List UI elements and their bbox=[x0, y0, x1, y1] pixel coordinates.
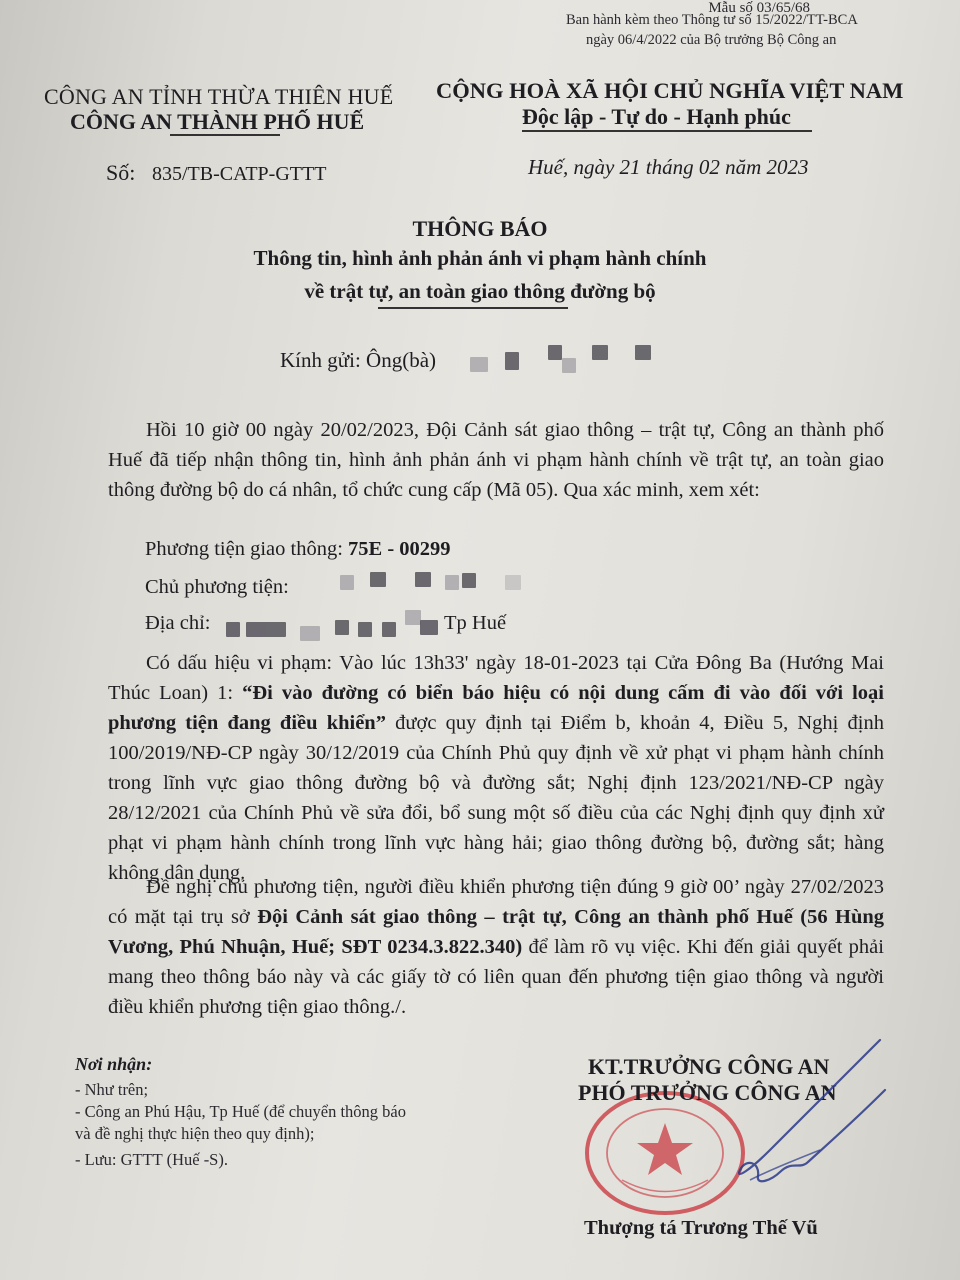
greeting: Kính gửi: Ông(bà) bbox=[280, 348, 437, 372]
signer-name: Thượng tá Trương Thế Vũ bbox=[584, 1217, 818, 1239]
agency-underline bbox=[170, 134, 280, 136]
parent-agency: CÔNG AN TỈNH THỪA THIÊN HUẾ bbox=[44, 84, 394, 109]
request-text: Đề nghị chủ phương tiện, người điều khiển phương tiện đúng 9 giờ 00’ ngày 27/02/2023 có mặt tại trụ sở bbox=[108, 876, 884, 928]
violation-legal-basis: được quy định tại Điểm b, khoản 4, Điều 5, Nghị định 100/2019/NĐ-CP ngày 30/12/2019 của Chính Phủ quy định về xử phạt vi phạm hành chính trong lĩnh vực giao thông đường bộ và đường sắt; Nghị định 123/2021/NĐ-CP ngày 28/12/2021 của Chính Phủ về sửa đổi, bổ sung một số điều của các Nghị định quy định xử phạt vi phạm hành chính trong lĩnh vực hàng hải; giao thông đường bộ, đường sắt; hàng không dân dụng. bbox=[108, 712, 884, 884]
violation-description: “Đi vào đường có biển báo hiệu có nội dung cấm đi vào đối với loại phương tiện đang điều khiển” bbox=[108, 682, 884, 734]
nation-name: CỘNG HOÀ XÃ HỘI CHỦ NGHĨA VIỆT NAM bbox=[436, 78, 904, 103]
form-reference-line2: ngày 06/4/2022 của Bộ trưởng Bộ Công an bbox=[586, 32, 837, 48]
address-city: Tp Huế bbox=[444, 612, 507, 634]
subtitle-underline bbox=[378, 307, 568, 309]
violation-text: Có dấu hiệu vi phạm: Vào lúc 13h33' ngày 18-01-2023 tại Cửa Đông Ba (Hướng Mai Thúc Loan) 1: bbox=[108, 652, 884, 704]
document-number-label: Số: bbox=[106, 160, 136, 185]
owner-field bbox=[145, 576, 289, 599]
signature-title-line1: KT.TRƯỞNG CÔNG AN bbox=[588, 1054, 830, 1079]
document-number: 835/TB-CATP-GTTT bbox=[152, 163, 327, 185]
document-subtitle-line1: Thông tin, hình ảnh phản ánh vi phạm hành chính bbox=[253, 246, 707, 270]
form-number: Mẫu số 03/65/68 bbox=[708, 0, 810, 16]
request-paragraph bbox=[108, 872, 884, 1022]
recipient-item: và đề nghị thực hiện theo quy định); bbox=[75, 1124, 315, 1143]
issuing-agency: CÔNG AN THÀNH PHỐ HUẾ bbox=[70, 109, 365, 134]
place-and-date: Huế, ngày 21 tháng 02 năm 2023 bbox=[528, 155, 809, 179]
motto-underline bbox=[522, 130, 812, 132]
recipient-item: - Như trên; bbox=[75, 1080, 149, 1099]
address-label: Địa chỉ: bbox=[145, 612, 211, 634]
address-field bbox=[145, 612, 210, 635]
document-subtitle-line2: về trật tự, an toàn giao thông đường bộ bbox=[304, 279, 656, 303]
form-reference-line1: Ban hành kèm theo Thông tư số 15/2022/TT-BCA bbox=[566, 12, 858, 28]
violation-paragraph bbox=[108, 648, 884, 888]
vehicle-label: Phương tiện giao thông: bbox=[145, 538, 343, 560]
recipient-item: - Lưu: GTTT (Huế -S). bbox=[75, 1150, 228, 1169]
owner-label: Chủ phương tiện: bbox=[145, 576, 289, 598]
document-title: THÔNG BÁO bbox=[412, 216, 548, 241]
vehicle-field bbox=[145, 538, 451, 561]
recipients-heading: Nơi nhận: bbox=[75, 1054, 153, 1074]
request-location: Đội Cảnh sát giao thông – trật tự, Công an thành phố Huế (56 Hùng Vương, Phú Nhuận, Huế; SĐT 0234.3.822.340) bbox=[108, 906, 885, 958]
nation-motto: Độc lập - Tự do - Hạnh phúc bbox=[522, 104, 791, 129]
recipient-item: - Công an Phú Hậu, Tp Huế (để chuyển thông báo bbox=[75, 1102, 407, 1121]
handwritten-signature bbox=[680, 1030, 900, 1200]
signature-title-line2: PHÓ TRƯỞNG CÔNG AN bbox=[578, 1080, 837, 1105]
request-instructions: để làm rõ vụ việc. Khi đến giải quyết phải mang theo thông báo này và các giấy tờ có liên quan đến phương tiện giao thông và người điều khiển phương tiện giao thông./. bbox=[108, 936, 884, 1018]
vehicle-plate: 75E - 00299 bbox=[348, 538, 451, 560]
intro-paragraph: Hồi 10 giờ 00 ngày 20/02/2023, Đội Cảnh sát giao thông – trật tự, Công an thành phố Huế đã tiếp nhận thông tin, hình ảnh phản ánh vi phạm hành chính về trật tự, an toàn giao thông đường bộ do cá nhân, tổ chức cung cấp (Mã 05). Qua xác minh, xem xét: bbox=[108, 419, 884, 501]
